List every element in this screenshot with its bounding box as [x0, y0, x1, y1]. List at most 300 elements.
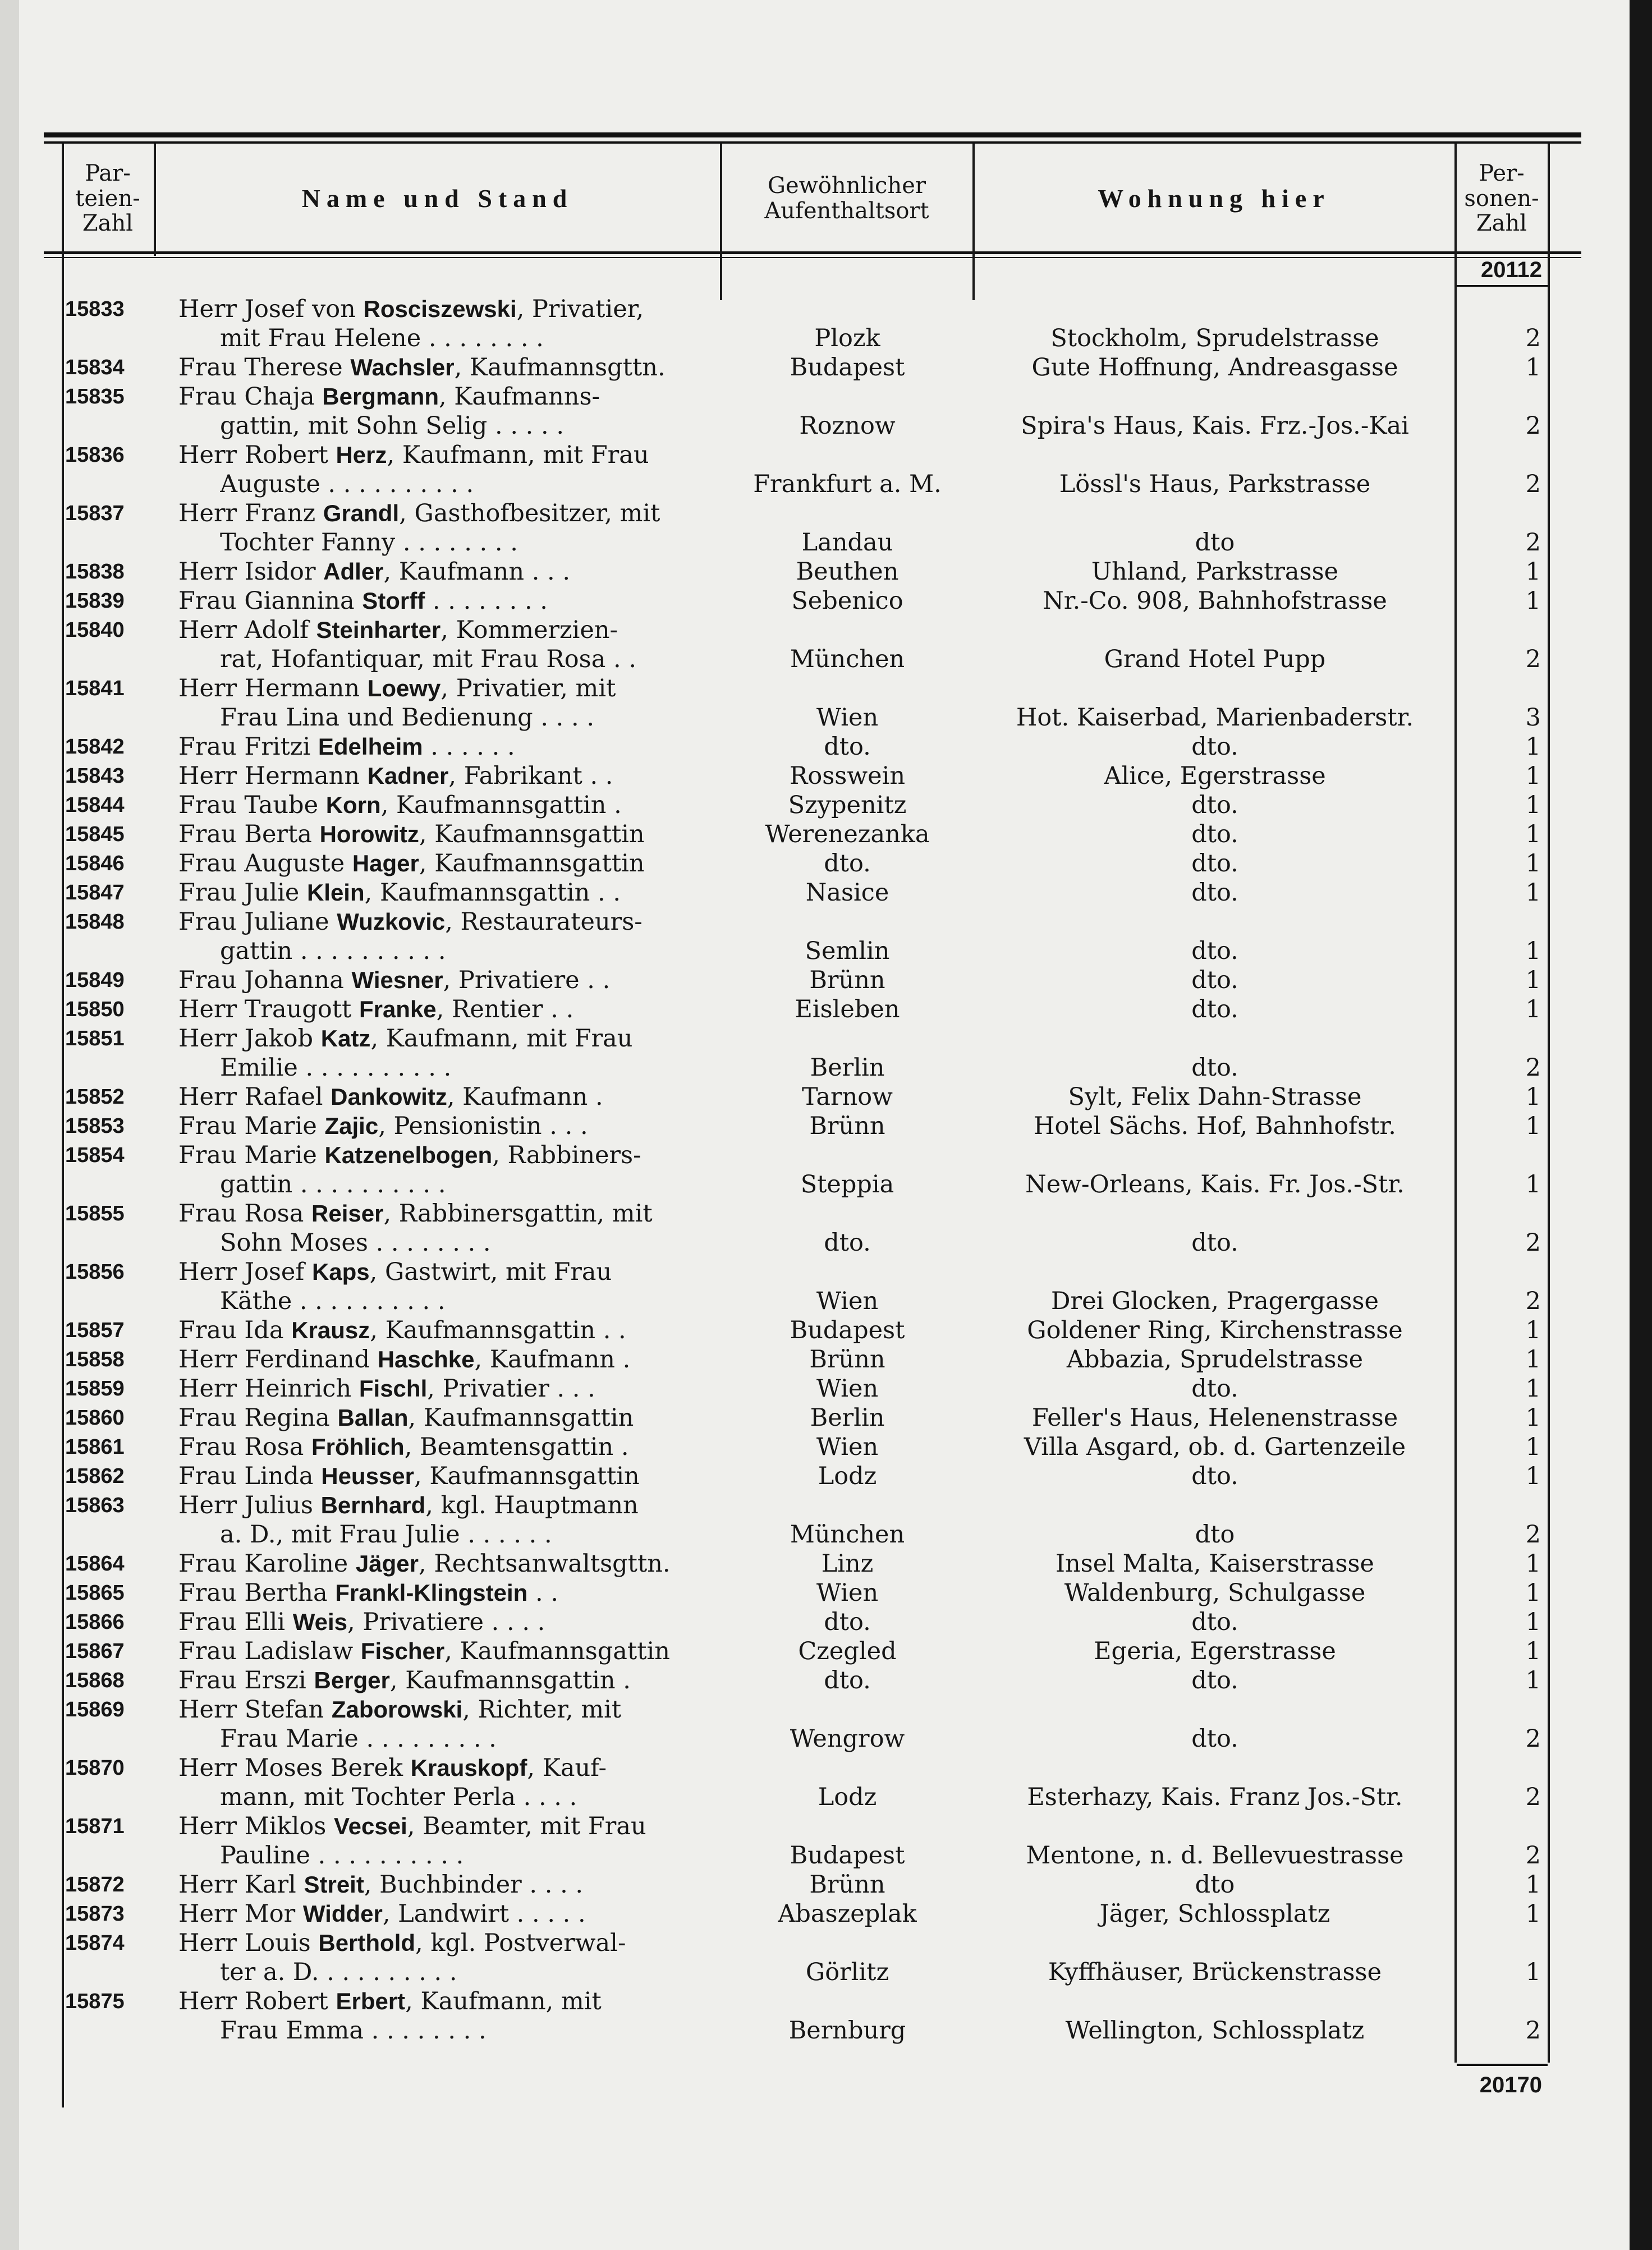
- surname: Frankl-Klingstein: [335, 1579, 528, 1606]
- name-prefix: Frau Berta: [178, 820, 320, 848]
- name-prefix: Frau Chaja: [178, 383, 323, 411]
- aufenthaltsort: Budapest: [790, 1316, 905, 1344]
- surname: Katz: [320, 1025, 371, 1051]
- personen-zahl: 2: [1525, 412, 1541, 440]
- wohnung-hier: Hot. Kaiserbad, Marienbaderstr.: [1016, 704, 1414, 732]
- wohnung-hier: dto.: [1191, 733, 1238, 761]
- name-und-stand: [178, 1374, 717, 1403]
- wohnung-hier: dto.: [1191, 791, 1238, 819]
- surname: Herz: [336, 442, 387, 468]
- stand: , Beamtensgattin .: [404, 1433, 629, 1461]
- personen-zahl: 1: [1525, 1316, 1541, 1344]
- personen-zahl: 1: [1525, 1462, 1541, 1490]
- surname: Steinharter: [316, 617, 441, 643]
- stand: , Kaufmann, mit Frau: [370, 1025, 633, 1053]
- stand: , Rabbinersgattin, mit: [383, 1200, 653, 1228]
- stand: , Privatiere . .: [443, 966, 611, 994]
- name-und-stand: [178, 1316, 717, 1345]
- name-und-stand: [178, 820, 717, 849]
- stand: , Kaufmann .: [474, 1346, 631, 1374]
- parteien-nr: 15872: [65, 1873, 125, 1897]
- name-prefix: Frau Ida: [178, 1316, 292, 1344]
- stand: , Privatier, mit: [440, 674, 616, 702]
- name-prefix: Herr Robert: [178, 1987, 336, 2015]
- name-und-stand: [178, 907, 717, 936]
- name-und-stand: [178, 586, 717, 616]
- surname: Korn: [325, 792, 381, 818]
- name-und-stand-continued: rat, Hofantiquar, mit Frau Rosa . .: [220, 645, 637, 673]
- name-und-stand-continued: ter a. D. . . . . . . . . .: [220, 1958, 457, 1986]
- surname: Adler: [323, 558, 384, 585]
- parteien-nr: 15873: [65, 1902, 125, 1926]
- stand: , Buchbinder . . . .: [364, 1871, 584, 1899]
- aufenthaltsort: Sebenico: [791, 587, 903, 615]
- stand: , Rechtsanwaltsgttn.: [419, 1550, 671, 1578]
- aufenthaltsort: Semlin: [805, 937, 890, 965]
- parteien-nr: 15856: [65, 1260, 125, 1284]
- aufenthaltsort: Bernburg: [788, 2017, 906, 2045]
- stand: , Kaufmann .: [447, 1083, 603, 1111]
- column-line-3b: [972, 255, 975, 300]
- wohnung-hier: Drei Glocken, Pragergasse: [1051, 1287, 1379, 1315]
- personen-zahl: 2: [1525, 1783, 1541, 1811]
- name-und-stand: [178, 1666, 717, 1695]
- personen-zahl: 2: [1525, 529, 1541, 557]
- surname: Dankowitz: [331, 1083, 447, 1110]
- parteien-nr: 15874: [65, 1931, 125, 1955]
- wohnung-hier: Stockholm, Sprudelstrasse: [1050, 324, 1379, 352]
- aufenthaltsort: Werenezanka: [765, 820, 930, 848]
- stand: . . . . . .: [423, 733, 515, 761]
- column-line-4: [1454, 144, 1457, 2063]
- surname: Weis: [292, 1609, 347, 1635]
- parteien-nr: 15846: [65, 852, 125, 875]
- personen-zahl: 1: [1525, 733, 1541, 761]
- name-prefix: Frau Rosa: [178, 1200, 312, 1228]
- name-und-stand: [178, 1345, 717, 1374]
- surname: Zaborowski: [331, 1696, 463, 1723]
- name-prefix: Herr Hermann: [178, 762, 368, 790]
- scan-left-edge: [0, 0, 19, 2250]
- parteien-nr: 15849: [65, 968, 125, 992]
- wohnung-hier: dto: [1195, 1521, 1235, 1549]
- parteien-nr: 15847: [65, 881, 125, 904]
- name-und-stand-continued: Pauline . . . . . . . . . .: [220, 1842, 464, 1870]
- surname: Bernhard: [320, 1492, 426, 1518]
- name-und-stand: [178, 295, 717, 324]
- name-prefix: Herr Robert: [178, 441, 336, 469]
- name-und-stand: [178, 1899, 717, 1928]
- wohnung-hier: dto.: [1191, 1375, 1238, 1403]
- aufenthaltsort: Eisleben: [795, 995, 900, 1023]
- wohnung-hier: Mentone, n. d. Bellevuestrasse: [1026, 1842, 1404, 1870]
- surname: Kadner: [367, 763, 449, 789]
- name-und-stand: [178, 382, 717, 411]
- name-und-stand-continued: Auguste . . . . . . . . . .: [220, 470, 474, 498]
- personen-zahl: 2: [1525, 470, 1541, 498]
- name-und-stand: [178, 353, 717, 382]
- name-und-stand: [178, 440, 717, 470]
- aufenthaltsort: Wengrow: [790, 1725, 905, 1753]
- wohnung-hier: Sylt, Felix Dahn-Strasse: [1068, 1083, 1362, 1111]
- stand: , Rabbiners-: [492, 1141, 641, 1169]
- name-prefix: Herr Adolf: [178, 616, 316, 644]
- aufenthaltsort: Brünn: [809, 966, 885, 994]
- parteien-nr: 15861: [65, 1435, 125, 1459]
- parteien-nr: 15842: [65, 735, 125, 759]
- surname: Franke: [359, 996, 437, 1022]
- name-und-stand: [178, 761, 717, 791]
- wohnung-hier: Feller's Haus, Helenenstrasse: [1031, 1404, 1398, 1432]
- stand: , Restaurateurs-: [445, 908, 643, 936]
- name-und-stand: [178, 1870, 717, 1899]
- wohnung-hier: dto.: [1191, 1725, 1238, 1753]
- header-bottom-rule: [44, 251, 1581, 254]
- surname: Jäger: [355, 1550, 419, 1577]
- stand: , Fabrikant . .: [448, 762, 613, 790]
- wohnung-hier: Hotel Sächs. Hof, Bahnhofstr.: [1034, 1112, 1396, 1140]
- carry-over-total: 20112: [1480, 258, 1542, 282]
- surname: Storff: [362, 587, 425, 614]
- parteien-nr: 15858: [65, 1348, 125, 1371]
- column-line-2b: [720, 255, 722, 300]
- surname: Haschke: [377, 1346, 475, 1372]
- name-und-stand: [178, 1141, 717, 1170]
- name-prefix: Frau Rosa: [178, 1433, 312, 1461]
- name-prefix: Frau Linda: [178, 1462, 322, 1490]
- parteien-nr: 15875: [65, 1990, 125, 2013]
- name-prefix: Frau Elli: [178, 1608, 293, 1636]
- name-und-stand-continued: Tochter Fanny . . . . . . . .: [220, 529, 518, 557]
- aufenthaltsort: dto.: [824, 733, 871, 761]
- parteien-nr: 15851: [65, 1027, 125, 1050]
- personen-zahl: 2: [1525, 324, 1541, 352]
- stand: , Kaufmannsgattin: [414, 1462, 640, 1490]
- wohnung-hier: Goldener Ring, Kirchenstrasse: [1027, 1316, 1403, 1344]
- personen-zahl: 2: [1525, 2017, 1541, 2045]
- wohnung-hier: Spira's Haus, Kais. Frz.-Jos.-Kai: [1021, 412, 1409, 440]
- name-und-stand: [178, 1987, 717, 2016]
- wohnung-hier: Villa Asgard, ob. d. Gartenzeile: [1024, 1433, 1406, 1461]
- name-prefix: Herr Josef: [178, 1258, 312, 1286]
- surname: Loewy: [367, 675, 441, 701]
- name-prefix: Herr Moses Berek: [178, 1754, 411, 1782]
- wohnung-hier: Esterhazy, Kais. Franz Jos.-Str.: [1027, 1783, 1403, 1811]
- wohnung-hier: Abbazia, Sprudelstrasse: [1066, 1346, 1364, 1374]
- name-prefix: Herr Stefan: [178, 1696, 332, 1724]
- header-bottom-rule-thin: [44, 257, 1581, 258]
- name-prefix: Frau Auguste: [178, 850, 352, 878]
- surname: Reiser: [311, 1200, 384, 1227]
- name-prefix: Herr Ferdinand: [178, 1346, 378, 1374]
- parteien-nr: 15836: [65, 443, 125, 467]
- surname: Berthold: [318, 1930, 416, 1956]
- wohnung-hier: dto: [1195, 1871, 1235, 1899]
- personen-zahl: 1: [1525, 791, 1541, 819]
- parteien-nr: 15859: [65, 1377, 125, 1400]
- header-aufenthaltsort: Gewöhnlicher Aufenthaltsort: [764, 173, 929, 224]
- name-prefix: Frau Therese: [178, 353, 351, 382]
- header-name-und-stand: Name und Stand: [301, 184, 573, 213]
- surname: Wachsler: [350, 354, 455, 380]
- stand: , Kaufmannsgattin: [444, 1637, 670, 1665]
- aufenthaltsort: Wien: [816, 1433, 879, 1461]
- name-und-stand: [178, 849, 717, 878]
- parteien-nr: 15853: [65, 1114, 125, 1138]
- name-und-stand: [178, 1024, 717, 1053]
- parteien-nr: 15865: [65, 1581, 125, 1605]
- personen-zahl: 2: [1525, 1842, 1541, 1870]
- name-und-stand: [178, 1928, 717, 1958]
- name-prefix: Herr Mor: [178, 1900, 303, 1928]
- name-prefix: Herr Isidor: [178, 558, 324, 586]
- stand: . .: [527, 1579, 559, 1607]
- surname: Erbert: [336, 1988, 406, 2014]
- wohnung-hier: dto.: [1191, 1666, 1238, 1695]
- parteien-nr: 15864: [65, 1552, 125, 1576]
- personen-zahl: 3: [1525, 704, 1541, 732]
- personen-zahl: 1: [1525, 1083, 1541, 1111]
- personen-zahl: 1: [1525, 820, 1541, 848]
- name-und-stand: [178, 1432, 717, 1462]
- stand: , Kaufmann, mit: [405, 1987, 602, 2015]
- personen-zahl: 1: [1525, 1375, 1541, 1403]
- name-und-stand: [178, 995, 717, 1024]
- stand: , Kaufmannsgattin .: [380, 791, 622, 819]
- stand: , Kaufmannsgattin . .: [364, 879, 621, 907]
- wohnung-hier: dto.: [1191, 1054, 1238, 1082]
- personen-zahl: 1: [1525, 1404, 1541, 1432]
- name-und-stand-continued: a. D., mit Frau Julie . . . . . .: [220, 1521, 552, 1549]
- name-prefix: Frau Taube: [178, 791, 326, 819]
- parteien-nr: 15860: [65, 1406, 125, 1430]
- scan-right-edge: [1630, 0, 1652, 2250]
- stand: , Kauf-: [527, 1754, 607, 1782]
- stand: , Kaufmannsgattin: [419, 820, 645, 848]
- aufenthaltsort: Brünn: [809, 1346, 885, 1374]
- wohnung-hier: Lössl's Haus, Parkstrasse: [1059, 470, 1371, 498]
- parteien-nr: 15867: [65, 1640, 125, 1663]
- name-prefix: Herr Julius: [178, 1491, 321, 1519]
- name-prefix: Frau Fritzi: [178, 733, 318, 761]
- stand: , Kaufmannsgattin: [408, 1404, 634, 1432]
- header-personen-zahl: Per- sonen- Zahl: [1464, 160, 1539, 237]
- wohnung-hier: dto.: [1191, 966, 1238, 994]
- name-und-stand: [178, 1578, 717, 1608]
- parteien-nr: 15839: [65, 589, 125, 613]
- name-und-stand-continued: Sohn Moses . . . . . . . .: [220, 1229, 491, 1257]
- parteien-nr: 15850: [65, 998, 125, 1021]
- surname: Krauskopf: [410, 1755, 527, 1781]
- wohnung-hier: dto.: [1191, 850, 1238, 878]
- surname: Fischl: [359, 1375, 428, 1402]
- wohnung-hier: Gute Hoffnung, Andreasgasse: [1031, 353, 1398, 382]
- header-wohnung-hier: Wohnung hier: [1098, 184, 1330, 213]
- name-prefix: Frau Johanna: [178, 966, 352, 994]
- stand: , Kaufmannsgattin . .: [370, 1316, 626, 1344]
- surname: Wuzkovic: [337, 908, 446, 935]
- parteien-nr: 15870: [65, 1756, 125, 1780]
- parteien-nr: 15840: [65, 618, 125, 642]
- name-prefix: Herr Franz: [178, 499, 323, 527]
- stand: , Rentier . .: [436, 995, 574, 1023]
- aufenthaltsort: Szypenitz: [788, 791, 907, 819]
- stand: , Kaufmann, mit Frau: [387, 441, 649, 469]
- parteien-nr: 15844: [65, 793, 125, 817]
- parteien-nr: 15848: [65, 910, 125, 934]
- aufenthaltsort: Wien: [816, 1375, 879, 1403]
- stand: , Gastwirt, mit Frau: [369, 1258, 612, 1286]
- stand: , Kommerzien-: [440, 616, 618, 644]
- wohnung-hier: dto.: [1191, 995, 1238, 1023]
- name-prefix: Frau Julie: [178, 879, 307, 907]
- aufenthaltsort: München: [790, 1521, 905, 1549]
- name-und-stand: [178, 878, 717, 907]
- name-prefix: Frau Erszi: [178, 1666, 314, 1695]
- parteien-nr: 15862: [65, 1464, 125, 1488]
- personen-zahl: 1: [1525, 587, 1541, 615]
- name-prefix: Herr Karl: [178, 1871, 304, 1899]
- column-line-right: [1548, 144, 1550, 2063]
- aufenthaltsort: Czegled: [798, 1637, 897, 1665]
- parteien-nr: 15868: [65, 1669, 125, 1692]
- stand: , Kaufmannsgttn.: [454, 353, 666, 382]
- name-und-stand: [178, 1753, 717, 1783]
- stand: , Privatiere . . . .: [347, 1608, 545, 1636]
- carry-over-underline: [1457, 285, 1548, 287]
- name-und-stand: [178, 791, 717, 820]
- surname: Heusser: [321, 1463, 414, 1489]
- surname: Bergmann: [322, 383, 439, 410]
- wohnung-hier: Grand Hotel Pupp: [1104, 645, 1326, 673]
- name-und-stand: [178, 1695, 717, 1724]
- parteien-nr: 15835: [65, 385, 125, 408]
- personen-zahl: 2: [1525, 1287, 1541, 1315]
- surname: Fröhlich: [311, 1434, 405, 1460]
- top-double-rule: [44, 132, 1581, 137]
- personen-zahl: 1: [1525, 937, 1541, 965]
- aufenthaltsort: dto.: [824, 1608, 871, 1636]
- name-prefix: Herr Miklos: [178, 1812, 334, 1840]
- stand: , Kaufmanns-: [438, 383, 600, 411]
- aufenthaltsort: Lodz: [818, 1783, 877, 1811]
- surname: Berger: [314, 1667, 390, 1693]
- name-prefix: Frau Bertha: [178, 1579, 336, 1607]
- surname: Hager: [352, 850, 419, 876]
- parteien-nr: 15841: [65, 677, 125, 700]
- stand: , kgl. Hauptmann: [425, 1491, 639, 1519]
- surname: Vecsei: [333, 1813, 407, 1839]
- name-prefix: Frau Ladislaw: [178, 1637, 361, 1665]
- wohnung-hier: Jäger, Schlossplatz: [1099, 1900, 1330, 1928]
- parteien-nr: 15869: [65, 1698, 125, 1721]
- stand: , Privatier,: [516, 295, 644, 323]
- personen-zahl: 1: [1525, 1170, 1541, 1199]
- name-prefix: Herr Traugott: [178, 995, 359, 1023]
- surname: Widder: [302, 1900, 383, 1927]
- surname: Fischer: [360, 1638, 445, 1664]
- aufenthaltsort: Lodz: [818, 1462, 877, 1490]
- aufenthaltsort: dto.: [824, 850, 871, 878]
- name-und-stand: [178, 1082, 717, 1112]
- wohnung-hier: dto: [1195, 529, 1235, 557]
- surname: Edelheim: [318, 733, 423, 760]
- parteien-nr: 15855: [65, 1202, 125, 1225]
- personen-zahl: 1: [1525, 966, 1541, 994]
- parteien-nr: 15852: [65, 1085, 125, 1109]
- surname: Streit: [304, 1871, 364, 1898]
- parteien-nr: 15863: [65, 1494, 125, 1517]
- name-und-stand-continued: Emilie . . . . . . . . . .: [220, 1054, 452, 1082]
- name-und-stand: [178, 1637, 717, 1666]
- name-und-stand: [178, 1549, 717, 1578]
- aufenthaltsort: Berlin: [810, 1404, 885, 1432]
- stand: , Gasthofbesitzer, mit: [399, 499, 660, 527]
- aufenthaltsort: Abaszeplak: [778, 1900, 917, 1928]
- name-prefix: Herr Rafael: [178, 1083, 331, 1111]
- aufenthaltsort: Beuthen: [796, 558, 899, 586]
- personen-zahl: 1: [1525, 1579, 1541, 1607]
- wohnung-hier: Nr.-Co. 908, Bahnhofstrasse: [1043, 587, 1387, 615]
- aufenthaltsort: Brünn: [809, 1871, 885, 1899]
- personen-zahl: 2: [1525, 1521, 1541, 1549]
- personen-zahl: 1: [1525, 1958, 1541, 1986]
- personen-zahl: 1: [1525, 995, 1541, 1023]
- wohnung-hier: Waldenburg, Schulgasse: [1064, 1579, 1366, 1607]
- surname: Wiesner: [351, 967, 443, 993]
- name-und-stand: [178, 1199, 717, 1228]
- aufenthaltsort: Brünn: [809, 1112, 885, 1140]
- aufenthaltsort: Tarnow: [802, 1083, 893, 1111]
- aufenthaltsort: dto.: [824, 1666, 871, 1695]
- parteien-nr: 15834: [65, 356, 125, 379]
- personen-zahl: 2: [1525, 1229, 1541, 1257]
- parteien-nr: 15854: [65, 1144, 125, 1167]
- wohnung-hier: dto.: [1191, 1229, 1238, 1257]
- stand: , Kaufmann . . .: [383, 558, 571, 586]
- name-und-stand-continued: mit Frau Helene . . . . . . . .: [220, 324, 544, 352]
- name-und-stand-continued: gattin, mit Sohn Selig . . . . .: [220, 412, 565, 440]
- name-und-stand: [178, 732, 717, 761]
- final-total: 20170: [1479, 2073, 1542, 2097]
- wohnung-hier: Kyffhäuser, Brückenstrasse: [1048, 1958, 1382, 1986]
- aufenthaltsort: Nasice: [805, 879, 889, 907]
- personen-zahl: 2: [1525, 1054, 1541, 1082]
- aufenthaltsort: Plozk: [814, 324, 880, 352]
- personen-zahl: 1: [1525, 1900, 1541, 1928]
- aufenthaltsort: Wien: [816, 704, 879, 732]
- stand: , Privatier . . .: [427, 1375, 595, 1403]
- top-rule-thin: [44, 141, 1581, 144]
- aufenthaltsort: Steppia: [800, 1170, 894, 1199]
- personen-zahl: 1: [1525, 850, 1541, 878]
- wohnung-hier: dto.: [1191, 879, 1238, 907]
- name-prefix: Herr Louis: [178, 1929, 319, 1957]
- header-parteien-zahl: Par- teien- Zahl: [75, 160, 140, 237]
- name-und-stand: [178, 1112, 717, 1141]
- wohnung-hier: dto.: [1191, 937, 1238, 965]
- personen-zahl: 1: [1525, 1871, 1541, 1899]
- parteien-nr: 15871: [65, 1815, 125, 1838]
- name-und-stand: [178, 1608, 717, 1637]
- surname: Kaps: [311, 1259, 370, 1285]
- name-und-stand: [178, 1462, 717, 1491]
- personen-zahl: 1: [1525, 1550, 1541, 1578]
- aufenthaltsort: Linz: [821, 1550, 874, 1578]
- surname: Ballan: [337, 1404, 409, 1431]
- name-und-stand: [178, 1812, 717, 1841]
- surname: Horowitz: [319, 821, 419, 847]
